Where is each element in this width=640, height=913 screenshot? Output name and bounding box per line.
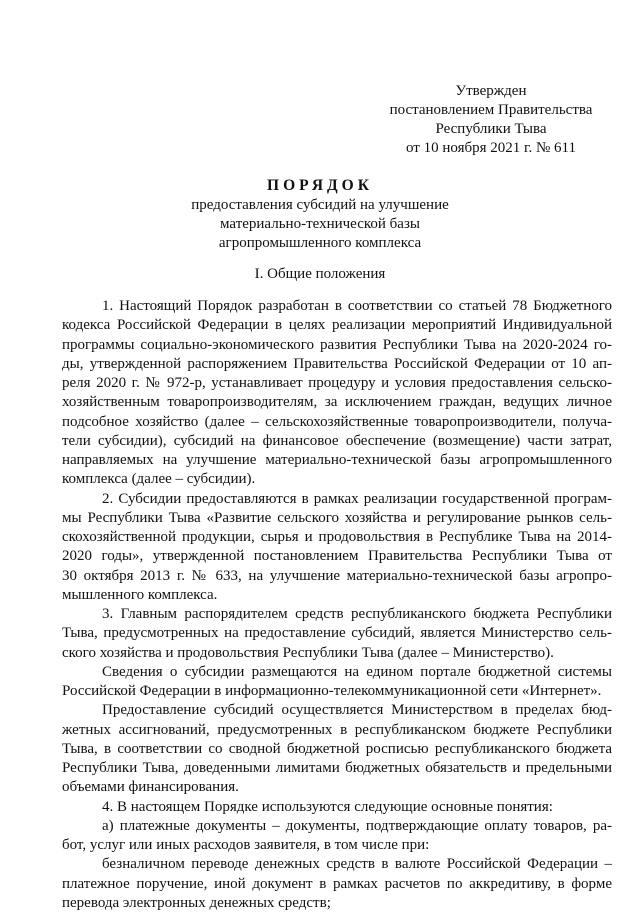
text-line: ского хозяйства и продовольствия Республики Тыва (далее – Министерство). [62,644,554,661]
text-line: подсобное хозяйство (далее – сельскохозяйственные товаропроизводители, получа- [62,413,612,430]
paragraph-2 [62,490,612,606]
text-line: 1. Настоящий Порядок разработан в соответствии со статьей 78 Бюджетного [102,298,612,314]
text-line: Тыва, предусмотренных на предоставление субсидий, является Министерство сель- [62,625,612,642]
text-line: бот, услуг или иных расходов заявителя, в том числе при: [62,837,430,853]
approval-stamp [375,82,607,158]
paragraph-6 [62,798,612,817]
text-line: ды, утвержденной распоряжением Правительства Российской Федерации от 10 ап- [62,355,612,372]
paragraph-3 [62,605,612,663]
text-line: Сведения о субсидии размещаются на едином портале бюджетной системы [102,663,612,680]
text-line: 4. В настоящем Порядке используются следующие основные понятия: [102,798,553,815]
text-line: 3. Главным распорядителем средств республиканского бюджета Республики [102,606,612,622]
text-line: 2. Субсидии предоставляются в рамках реализации государственной програм- [102,490,612,507]
subtitle-line: агропромышленного комплекса [218,235,422,251]
paragraph-8 [62,855,612,913]
text-line: 2020 годы», утвержденной постановлением Правительства Республики Тыва от [62,548,612,565]
text-line: платежное поручение, иной документ в рамках расчетов по аккредитиву, в форме [62,875,612,892]
text-line: программы социально-экономического развития Республики Тыва на 2020-2024 го- [62,336,612,353]
text-line: реля 2020 г. № 972-р, устанавливает процедуру и условия предоставления сельско- [62,375,612,391]
text-line: Предоставление субсидий осуществляется Министерством в пределах бюд- [102,702,612,719]
text-line: тели субсидии), субсидий на финансовое обеспечение (возмещение) части затрат, [62,432,612,449]
text-line: Тыва, в соответствии со сводной бюджетной росписью республиканского бюджета [62,740,612,757]
approval-line: от 10 ноября 2021 г. № 611 [406,140,576,156]
text-line: скохозяйственной продукции, сырья и продовольствия в Республике Тыва на 2014- [62,529,612,545]
text-line: комплекса (далее – субсидии). [62,471,256,488]
subtitle-line: материально-технической базы [220,216,420,232]
text-line: безналичном переводе денежных средств в валюте Российской Федерации – [102,856,612,873]
approval-line: Утвержден [455,83,527,99]
document-subtitle [0,196,640,253]
text-line: объемами финансирования. [62,779,239,796]
approval-line: постановлением Правительства [389,102,593,118]
document-body [62,297,612,913]
text-line: направляемых на улучшение материально-технической базы агропромышленного [62,452,612,468]
document-title: ПОРЯДОК [267,177,373,194]
paragraph-1 [62,297,612,490]
text-line: мышленного комплекса. [62,586,218,603]
text-line: кодекса Российской Федерации в целях реализации мероприятий Индивидуальной [62,317,612,334]
paragraph-7 [62,817,612,856]
text-line: жетных ассигнований, предусмотренных в республиканском бюджете Республики [62,721,612,738]
paragraph-5 [62,701,612,797]
section-heading: I. Общие положения [254,266,386,282]
text-line: а) платежные документы – документы, подтверждающие оплату товаров, ра- [102,817,612,834]
text-line: мы Республики Тыва «Развитие сельского хозяйства и регулирование рынков сель- [62,509,612,526]
paragraph-4 [62,663,612,702]
text-line: Республики Тыва, доведенными лимитами бюджетных обязательств и предельными [62,760,612,776]
subtitle-line: предоставления субсидий на улучшение [191,197,449,213]
approval-line: Республики Тыва [435,121,547,137]
text-line: хозяйственным товаропроизводителям, за исключением граждан, ведущих личное [62,394,612,411]
text-line: 30 октября 2013 г. № 633, на улучшение материально-технической базы агропро- [62,567,612,584]
text-line: перевода электронных денежных средств; [62,894,331,911]
text-line: Российской Федерации в информационно-телекоммуникационной сети «Интернет». [62,683,602,699]
